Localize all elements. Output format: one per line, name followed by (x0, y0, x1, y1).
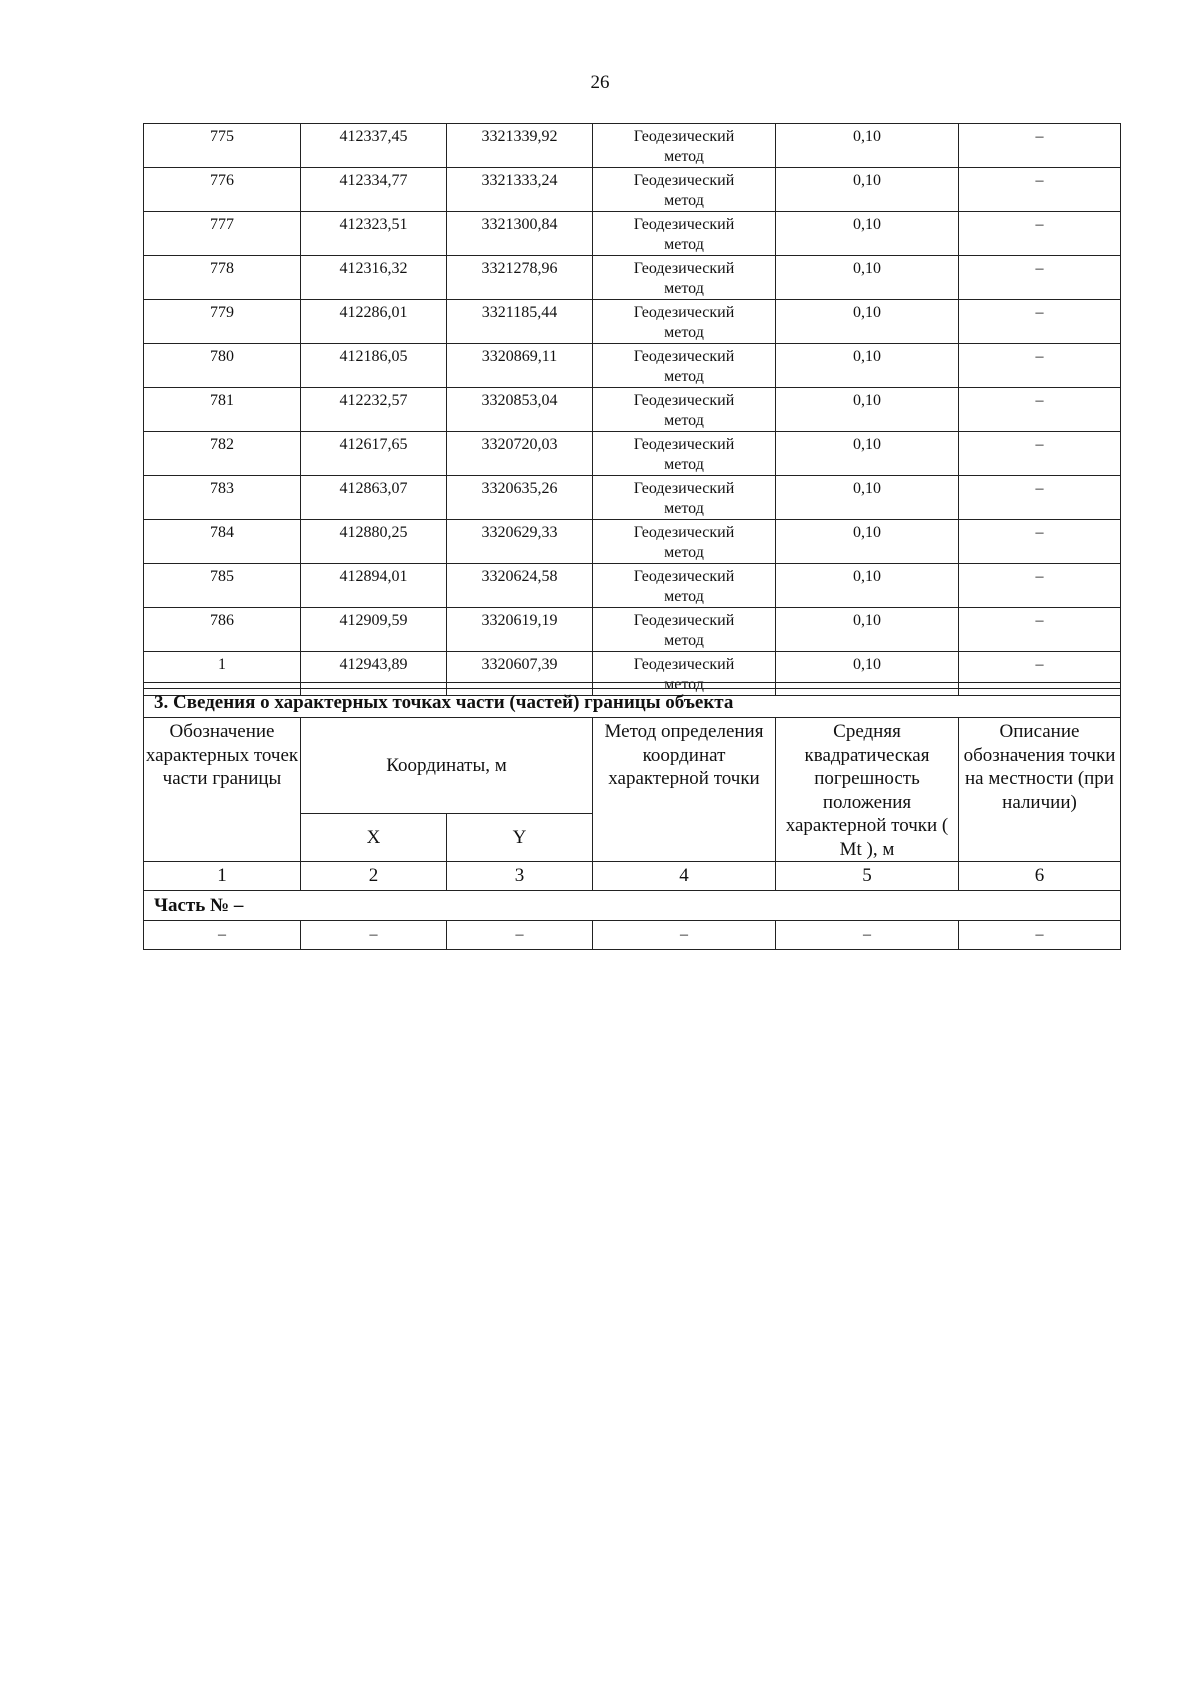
part-label: Часть № – (144, 891, 1121, 921)
header-accuracy: Средняя квадратическая погрешность положения характерной точки ( Mt ), м (776, 718, 959, 862)
y-coordinate-cell: 3320635,26 (447, 476, 593, 520)
method-cell (593, 300, 776, 344)
header-point-designation: Обозначение характерных точек части границы (144, 718, 301, 862)
accuracy-cell: 0,10 (776, 564, 959, 608)
accuracy-cell: 0,10 (776, 212, 959, 256)
method-line: метод (664, 280, 704, 297)
method-line: метод (664, 192, 704, 209)
accuracy-cell: 0,10 (776, 432, 959, 476)
x-coordinate-cell: 412894,01 (301, 564, 447, 608)
x-coordinate-cell: 412943,89 (301, 652, 447, 696)
method-line: Геодезический (633, 524, 735, 541)
point-cell: 781 (144, 388, 301, 432)
method-cell (593, 344, 776, 388)
table-row (144, 124, 1121, 168)
method-line: Геодезический (633, 304, 735, 321)
table-row (144, 520, 1121, 564)
method-line: Геодезический (633, 436, 735, 453)
point-cell: 782 (144, 432, 301, 476)
table-row (144, 388, 1121, 432)
description-cell: – (959, 388, 1121, 432)
method-cell (593, 432, 776, 476)
method-cell (593, 212, 776, 256)
table-row (144, 564, 1121, 608)
x-coordinate-cell: 412337,45 (301, 124, 447, 168)
accuracy-cell: 0,10 (776, 476, 959, 520)
method-cell (593, 476, 776, 520)
point-cell: 775 (144, 124, 301, 168)
header-coordinates: Координаты, м (301, 718, 593, 814)
table-row (144, 212, 1121, 256)
point-cell: 778 (144, 256, 301, 300)
accuracy-cell: 0,10 (776, 344, 959, 388)
empty-cell: – (144, 921, 301, 950)
accuracy-cell: 0,10 (776, 256, 959, 300)
accuracy-cell: 0,10 (776, 168, 959, 212)
method-cell (593, 608, 776, 652)
y-coordinate-cell: 3321278,96 (447, 256, 593, 300)
x-coordinate-cell: 412286,01 (301, 300, 447, 344)
description-cell: – (959, 520, 1121, 564)
column-numbers-row (144, 862, 1121, 891)
table-row (144, 476, 1121, 520)
method-line: метод (664, 500, 704, 517)
description-cell: – (959, 344, 1121, 388)
method-line: метод (664, 368, 704, 385)
description-cell: – (959, 564, 1121, 608)
method-cell (593, 256, 776, 300)
point-cell: 785 (144, 564, 301, 608)
x-coordinate-cell: 412323,51 (301, 212, 447, 256)
header-method: Метод определения координат характерной точки (593, 718, 776, 862)
method-line: Геодезический (633, 568, 735, 585)
y-coordinate-cell: 3320629,33 (447, 520, 593, 564)
column-number: 5 (776, 862, 959, 891)
method-cell (593, 564, 776, 608)
header-x: X (301, 814, 447, 862)
column-number: 3 (447, 862, 593, 891)
method-cell (593, 124, 776, 168)
table-row (144, 608, 1121, 652)
x-coordinate-cell: 412880,25 (301, 520, 447, 564)
header-y: Y (447, 814, 593, 862)
y-coordinate-cell: 3321185,44 (447, 300, 593, 344)
x-coordinate-cell: 412232,57 (301, 388, 447, 432)
table-row (144, 432, 1121, 476)
point-cell: 786 (144, 608, 301, 652)
column-number: 6 (959, 862, 1121, 891)
method-cell (593, 520, 776, 564)
accuracy-cell: 0,10 (776, 652, 959, 696)
description-cell: – (959, 300, 1121, 344)
description-cell: – (959, 124, 1121, 168)
parts-table (143, 688, 1121, 950)
x-coordinate-cell: 412316,32 (301, 256, 447, 300)
x-coordinate-cell: 412186,05 (301, 344, 447, 388)
point-cell: 777 (144, 212, 301, 256)
method-line: Геодезический (633, 480, 735, 497)
method-line: Геодезический (633, 348, 735, 365)
coordinates-table (143, 123, 1121, 696)
method-line: Геодезический (633, 172, 735, 189)
y-coordinate-cell: 3321300,84 (447, 212, 593, 256)
table-row (144, 256, 1121, 300)
section-divider (143, 682, 1120, 683)
method-cell (593, 168, 776, 212)
y-coordinate-cell: 3320607,39 (447, 652, 593, 696)
column-number: 1 (144, 862, 301, 891)
y-coordinate-cell: 3320624,58 (447, 564, 593, 608)
x-coordinate-cell: 412334,77 (301, 168, 447, 212)
description-cell: – (959, 212, 1121, 256)
method-line: метод (664, 544, 704, 561)
method-line: Геодезический (633, 656, 735, 673)
description-cell: – (959, 432, 1121, 476)
y-coordinate-cell: 3320853,04 (447, 388, 593, 432)
method-line: метод (664, 676, 704, 693)
accuracy-cell: 0,10 (776, 300, 959, 344)
method-cell (593, 388, 776, 432)
point-cell: 1 (144, 652, 301, 696)
method-line: метод (664, 412, 704, 429)
point-cell: 779 (144, 300, 301, 344)
description-cell: – (959, 476, 1121, 520)
empty-cell: – (959, 921, 1121, 950)
y-coordinate-cell: 3321333,24 (447, 168, 593, 212)
point-cell: 783 (144, 476, 301, 520)
section-title: 3. Сведения о характерных точках части (частей) границы объекта (144, 689, 1121, 718)
accuracy-cell: 0,10 (776, 608, 959, 652)
x-coordinate-cell: 412617,65 (301, 432, 447, 476)
y-coordinate-cell: 3320619,19 (447, 608, 593, 652)
point-cell: 776 (144, 168, 301, 212)
method-line: Геодезический (633, 392, 735, 409)
method-line: Геодезический (633, 260, 735, 277)
column-number: 2 (301, 862, 447, 891)
x-coordinate-cell: 412863,07 (301, 476, 447, 520)
method-line: Геодезический (633, 612, 735, 629)
y-coordinate-cell: 3320869,11 (447, 344, 593, 388)
table-row (144, 168, 1121, 212)
empty-cell: – (776, 921, 959, 950)
page-number: 26 (590, 72, 610, 93)
method-line: метод (664, 456, 704, 473)
method-line: метод (664, 236, 704, 253)
table-row (144, 344, 1121, 388)
method-line: метод (664, 148, 704, 165)
empty-cell: – (301, 921, 447, 950)
empty-cell: – (593, 921, 776, 950)
description-cell: – (959, 608, 1121, 652)
accuracy-cell: 0,10 (776, 520, 959, 564)
x-coordinate-cell: 412909,59 (301, 608, 447, 652)
method-line: метод (664, 588, 704, 605)
accuracy-cell: 0,10 (776, 388, 959, 432)
description-cell: – (959, 652, 1121, 696)
description-cell: – (959, 256, 1121, 300)
method-line: метод (664, 324, 704, 341)
y-coordinate-cell: 3320720,03 (447, 432, 593, 476)
table-row (144, 300, 1121, 344)
point-cell: 784 (144, 520, 301, 564)
column-number: 4 (593, 862, 776, 891)
method-line: Геодезический (633, 128, 735, 145)
method-line: Геодезический (633, 216, 735, 233)
point-cell: 780 (144, 344, 301, 388)
empty-data-row (144, 921, 1121, 950)
empty-cell: – (447, 921, 593, 950)
method-line: метод (664, 632, 704, 649)
accuracy-cell: 0,10 (776, 124, 959, 168)
description-cell: – (959, 168, 1121, 212)
header-description: Описание обозначения точки на местности (при наличии) (959, 718, 1121, 862)
y-coordinate-cell: 3321339,92 (447, 124, 593, 168)
